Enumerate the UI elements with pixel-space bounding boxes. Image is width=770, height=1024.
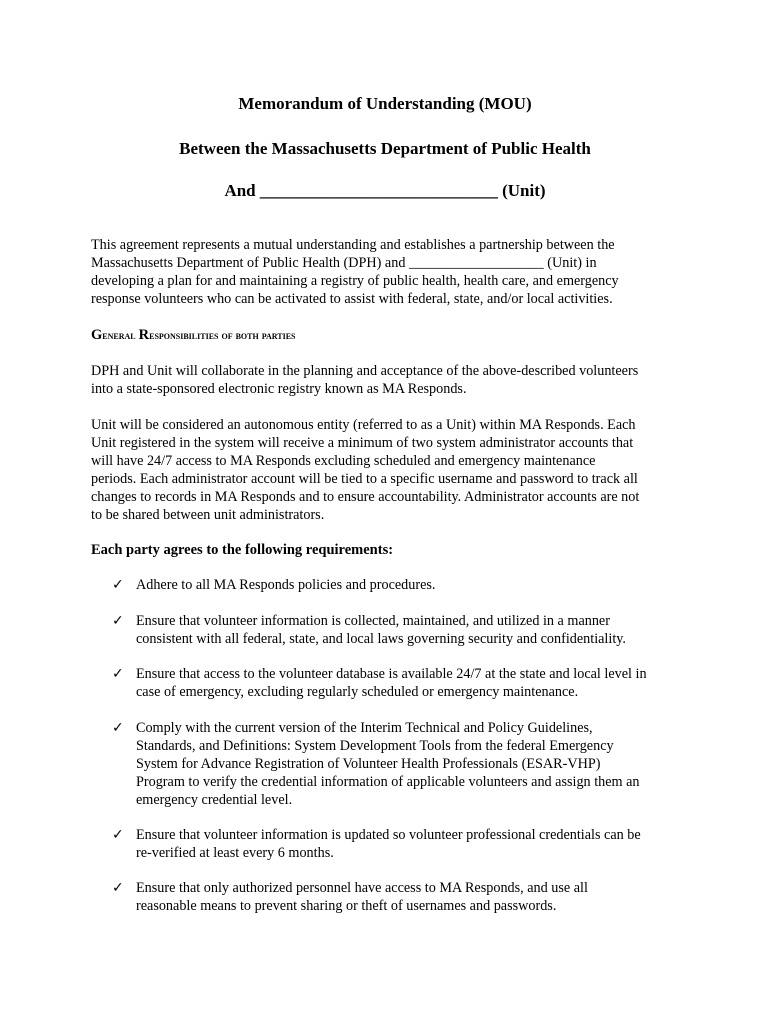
checkmark-icon: ✓ [112,613,124,629]
section-heading [91,327,296,343]
list-item-text: Ensure that only authorized personnel have access to MA Responds, and use all reasonable means to prevent sharing or theft of usernames and passwords. [136,880,588,914]
heading-cap-r: R [138,327,150,343]
list-item-text: Ensure that volunteer information is updated so volunteer professional credentials can be re-verified at least every 6 months. [136,827,641,861]
checkmark-icon: ✓ [112,880,124,896]
checkmark-icon: ✓ [112,577,124,593]
list-item-text: Ensure that volunteer information is collected, maintained, and utilized in a manner consistent with all federal, state, and local laws governing security and confidentiality. [136,613,626,647]
collaboration-paragraph: DPH and Unit will collaborate in the planning and acceptance of the above-described volunteers into a state-sponsored electronic registry known as MA Responds. [91,363,639,397]
unit-paragraph: Unit will be considered an autonomous entity (referred to as a Unit) within MA Responds. Each Unit registered in the system will receive a minimum of two system administrator accounts that will have 24/7 access to MA Responds excluding scheduled and emergency maintenance periods. Each administrator account will be tied to a specific username and password to track all changes to records in MA Responds and to ensure accountability. Administrator accounts are not to be shared between unit administrators. [91,417,640,523]
checkmark-icon: ✓ [112,666,124,682]
list-item-text: Comply with the current version of the Interim Technical and Policy Guidelines, Standards, and Definitions: System Development Tools from the federal Emergency System for Advance Registration of Volunteer Health Professionals (ESAR-VHP) Program to verify the credential information of applicable volunteers and assign them an emergency credential level. [136,720,640,808]
checkmark-icon: ✓ [112,827,124,843]
heading-part-rest: esponsibilities of both parties [149,328,296,342]
requirements-heading: Each party agrees to the following requirements: [91,542,394,558]
checkmark-icon: ✓ [112,720,124,736]
heading-cap-g: G [91,327,103,343]
unit-line: And ____________________________ (Unit) [224,181,546,200]
list-item-text: Ensure that access to the volunteer database is available 24/7 at the state and local level in case of emergency, excluding regularly scheduled or emergency maintenance. [136,666,647,700]
document-title: Memorandum of Understanding (MOU) [238,94,532,113]
list-item-text: Adhere to all MA Responds policies and procedures. [136,577,436,593]
heading-part-eneral: eneral [102,328,139,342]
intro-paragraph: This agreement represents a mutual understanding and establishes a partnership between the Massachusetts Department of Public Health (DPH) and ___________________ (Unit) in developing a plan for and maintaining a registry of public health, health care, and emergency response volunteers who can be activated to assist with federal, state, and/or local activities. [91,237,619,307]
document-subtitle: Between the Massachusetts Department of Public Health [179,139,591,158]
